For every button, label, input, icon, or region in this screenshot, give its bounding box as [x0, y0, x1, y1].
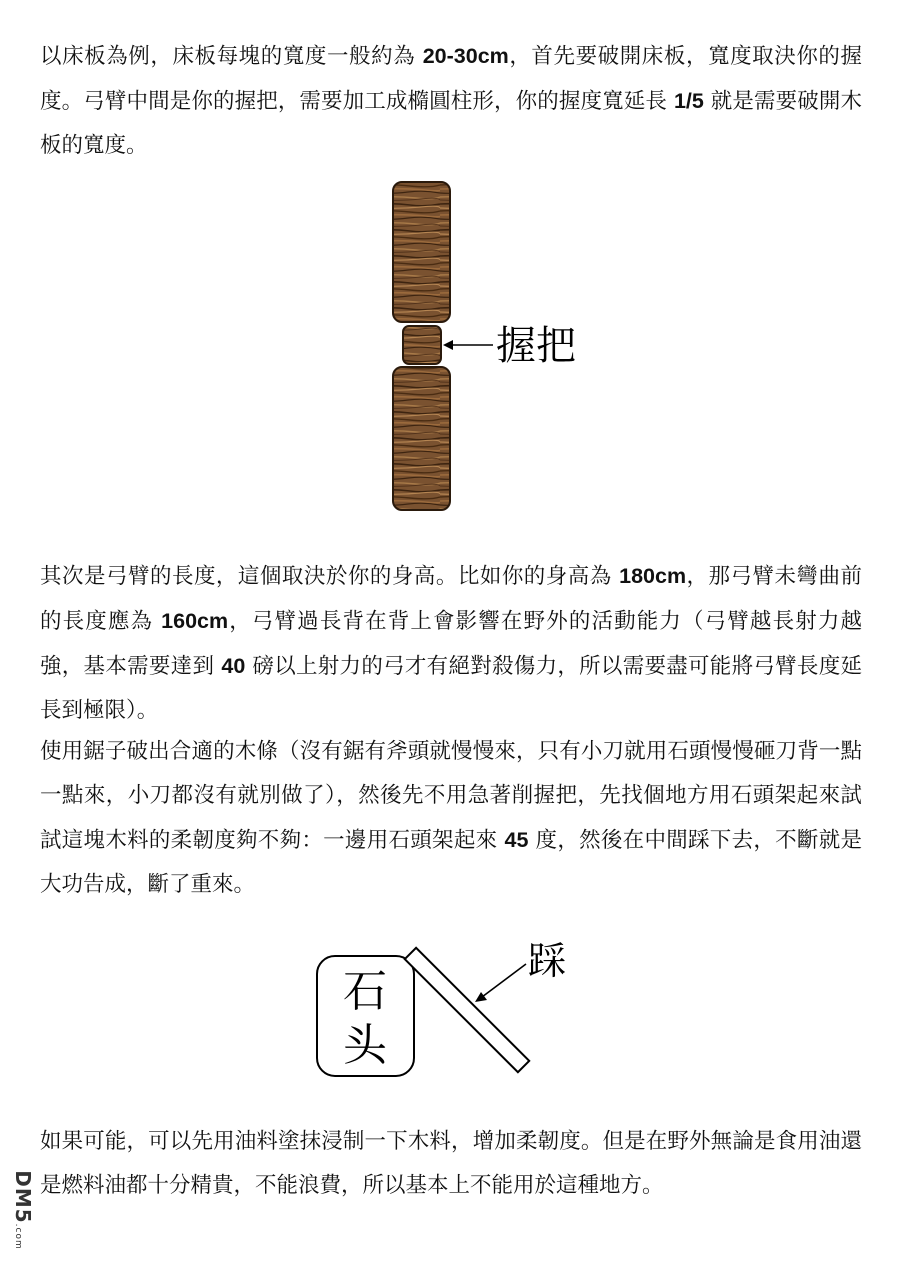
- paragraph-oil-note: 如果可能，可以先用油料塗抹浸制一下木料，增加柔韌度。但是在野外無論是食用油還是燃料油都十分精貴，不能浪費，所以基本上不能用於這種地方。: [40, 1129, 862, 1198]
- paragraph-wood-width: 以床板為例，床板每塊的寬度一般約為 20-30cm，首先要破開床板，寬度取決你的握度。弓臂中間是你的握把，需要加工成橢圓柱形，你的握度寬延長 1/5 就是需要破開木板的寬度。: [40, 44, 862, 158]
- step-label: 踩: [528, 939, 567, 983]
- watermark-main: DM5: [11, 1170, 35, 1224]
- paragraph-bow-length: 其次是弓臂的長度，這個取決於你的身高。比如你的身高為 180cm，那弓臂未彎曲前的長度應為 160cm，弓臂過長背在背上會影響在野外的活動能力（弓臂越長射力越強，基本需要達到 40 磅以上射力的弓才有絕對殺傷力，所以需要盡可能將弓臂長度延長到極限）。: [40, 564, 862, 723]
- grip-label: 握把: [496, 323, 576, 369]
- bow-upper-limb: [393, 182, 450, 322]
- wood-plank: [405, 948, 529, 1072]
- bow-lower-limb: [393, 367, 450, 510]
- flex-test-figure: [300, 928, 600, 1088]
- step-arrow: [475, 964, 526, 1002]
- watermark-suffix: .com: [13, 1223, 23, 1250]
- paragraph-flex-test: 使用鋸子破出合適的木條（沒有鋸有斧頭就慢慢來，只有小刀就用石頭慢慢砸刀背一點一點來，小刀都沒有就別做了），然後先不用急著削握把，先找個地方用石頭架起來試試這塊木料的柔韌度夠不夠：一邊用石頭架起來 45 度，然後在中間踩下去，不斷就是大功告成，斷了重來。: [40, 739, 862, 897]
- stone-label-line1: 石: [343, 966, 387, 1017]
- bow-grip-figure: [380, 176, 610, 516]
- stone-label-line2: 头: [343, 1020, 387, 1071]
- bow-grip: [403, 326, 441, 364]
- site-watermark-logo: [10, 1160, 36, 1260]
- grip-arrow: [443, 340, 493, 350]
